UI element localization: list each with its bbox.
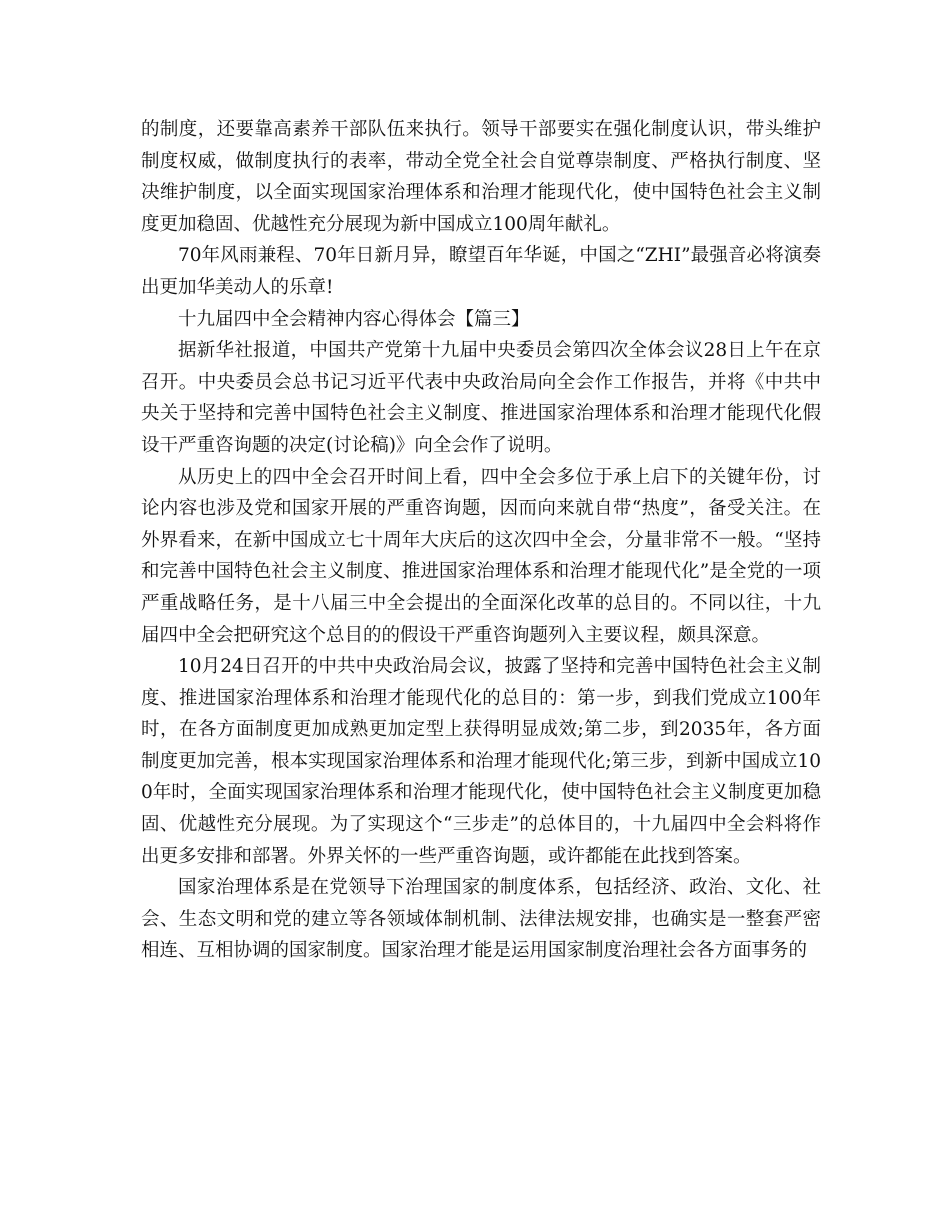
paragraph: 据新华社报道，中国共产党第十九届中央委员会第四次全体会议28日上午在京召开。中央委员会总书记习近平代表中央政治局向全会作工作报告，并将《中共中央关于坚持和完善中国特色社会主义制度、推进国家治理体系和治理才能现代化假设干严重咨询题的决定(讨论稿)》向全会作了说明。 <box>141 340 821 456</box>
paragraph: 国家治理体系是在党领导下治理国家的制度体系，包括经济、政治、文化、社会、生态文明和党的建立等各领域体制机制、法律法规安排，也确实是一整套严密相连、互相协调的国家制度。国家治理才能是运用国家制度治理社会各方面事务的 <box>141 877 821 962</box>
paragraph: 10月24日召开的中共中央政治局会议，披露了坚持和完善中国特色社会主义制度、推进国家治理体系和治理才能现代化的总目的：第一步，到我们党成立100年时，在各方面制度更加成熟更加定型上获得明显成效;第二步，到2035年，各方面制度更加完善，根本实现国家治理体系和治理才能现代化;第三步，到新中国成立100年时，全面实现国家治理体系和治理才能现代化，使中国特色社会主义制度更加稳固、优越性充分展现。为了实现这个“三步走”的总体目的，十九届四中全会料将作出更多安排和部署。外界关怀的一些严重咨询题，或许都能在此找到答案。 <box>141 656 821 867</box>
paragraph: 70年风雨兼程、70年日新月异，瞭望百年华诞，中国之“ZHI”最强音必将演奏出更加华美动人的乐章! <box>141 245 821 298</box>
document-body <box>141 114 821 967</box>
paragraph-continued: 的制度，还要靠高素养干部队伍来执行。领导干部要实在强化制度认识，带头维护制度权威，做制度执行的表率，带动全党全社会自觉尊崇制度、严格执行制度、坚决维护制度，以全面实现国家治理体系和治理才能现代化，使中国特色社会主义制度更加稳固、优越性充分展现为新中国成立100周年献礼。 <box>141 119 821 235</box>
section-heading: 十九届四中全会精神内容心得体会【篇三】 <box>178 308 530 330</box>
paragraph: 从历史上的四中全会召开时间上看，四中全会多位于承上启下的关键年份，讨论内容也涉及党和国家开展的严重咨询题，因而向来就自带“热度”，备受关注。在外界看来，在新中国成立七十周年大庆后的这次四中全会，分量非常不一般。“坚持和完善中国特色社会主义制度、推进国家治理体系和治理才能现代化”是全党的一项严重战略任务，是十八届三中全会提出的全面深化改革的总目的。不同以往，十九届四中全会把研究这个总目的的假设干严重咨询题列入主要议程，颇具深意。 <box>141 466 821 646</box>
